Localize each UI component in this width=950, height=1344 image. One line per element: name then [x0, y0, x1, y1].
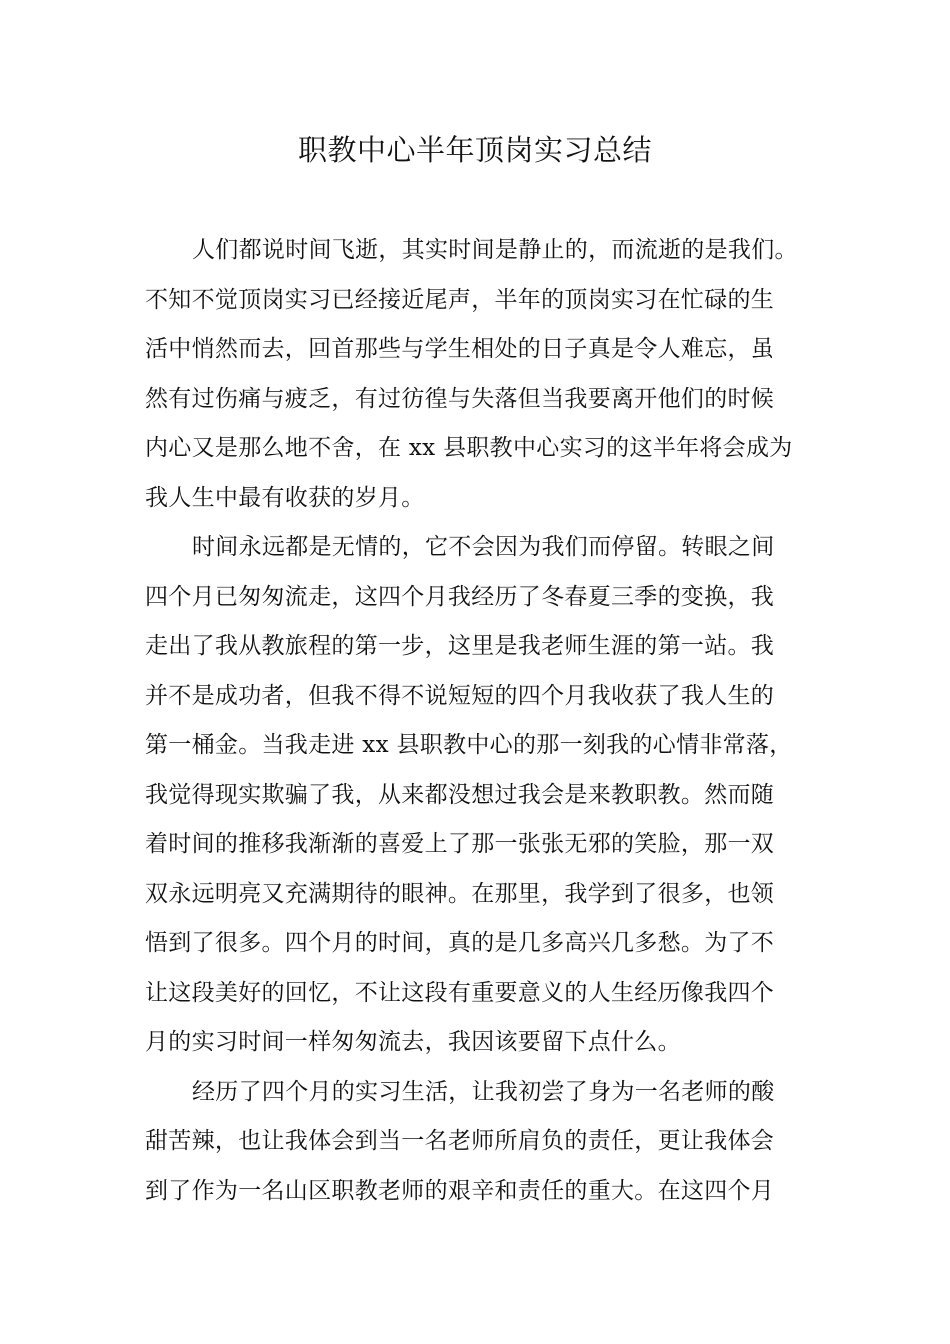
text-line: 四个月已匆匆流走，这四个月我经历了冬春夏三季的变换，我	[145, 583, 775, 610]
text-line: 甜苦辣，也让我体会到当一名老师所肩负的责任，更让我体会	[145, 1128, 775, 1154]
text-line: 第一桶金。当我走进 xx 县职教中心的那一刻我的心情非常落，	[145, 732, 793, 758]
text-line: 双永远明亮又充满期待的眼神。在那里，我学到了很多，也领	[145, 880, 775, 907]
text-line: 我觉得现实欺骗了我，从来都没想过我会是来教职教。然而随	[145, 781, 775, 808]
paragraph-3	[145, 1068, 815, 1217]
text-line: 然有过伤痛与疲乏，有过彷徨与失落但当我要离开他们的时候	[145, 385, 775, 412]
text-line: 经历了四个月的实习生活，让我初尝了身为一名老师的酸	[192, 1078, 775, 1105]
document-body	[145, 226, 815, 1216]
text-line: 着时间的推移我渐渐的喜爱上了那一张张无邪的笑脸，那一双	[145, 831, 775, 857]
text-line: 不知不觉顶岗实习已经接近尾声，半年的顶岗实习在忙碌的生	[145, 286, 775, 313]
text-line: 到了作为一名山区职教老师的艰辛和责任的重大。在这四个月	[145, 1177, 775, 1204]
text-line: 让这段美好的回忆，不让这段有重要意义的人生经历像我四个	[145, 979, 775, 1006]
paragraph-1	[145, 226, 815, 523]
text-line: 我人生中最有收获的岁月。	[145, 484, 425, 511]
text-line: 月的实习时间一样匆匆流去，我因该要留下点什么。	[145, 1029, 681, 1055]
paragraph-2	[145, 523, 815, 1068]
text-line: 活中悄然而去，回首那些与学生相处的日子真是令人难忘，虽	[145, 336, 775, 362]
text-line: 悟到了很多。四个月的时间，真的是几多高兴几多愁。为了不	[145, 930, 775, 956]
document-title: 职教中心半年顶岗实习总结	[297, 133, 652, 167]
text-line: 时间永远都是无情的，它不会因为我们而停留。转眼之间	[192, 534, 775, 560]
text-line: 内心又是那么地不舍，在 xx 县职教中心实习的这半年将会成为	[145, 435, 793, 461]
text-line: 人们都说时间飞逝，其实时间是静止的，而流逝的是我们。	[192, 237, 798, 263]
text-line: 走出了我从教旅程的第一步，这里是我老师生涯的第一站。我	[145, 633, 775, 659]
text-line: 并不是成功者，但我不得不说短短的四个月我收获了我人生的	[145, 682, 775, 709]
